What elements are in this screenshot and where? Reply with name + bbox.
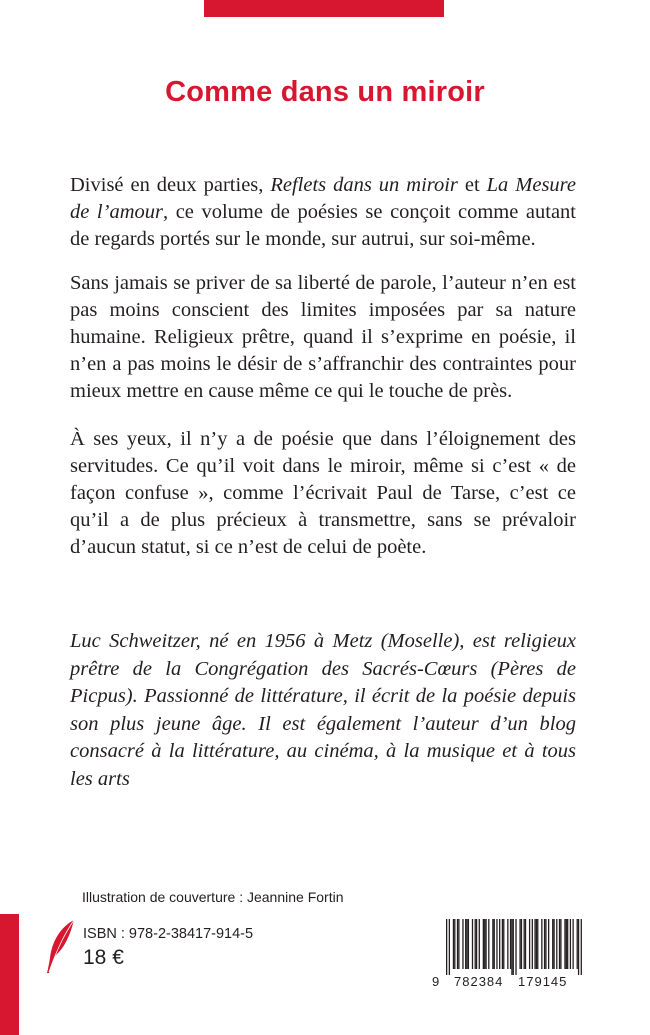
barcode-bar xyxy=(519,919,520,969)
barcode-bar xyxy=(570,919,571,969)
barcode-bar xyxy=(515,919,516,975)
barcode-bar xyxy=(553,919,554,969)
bottom-left-accent-bar xyxy=(0,914,19,1035)
barcode-bar xyxy=(468,919,469,969)
barcode-bar xyxy=(552,919,553,969)
barcode-bar xyxy=(502,919,503,969)
barcode-bar xyxy=(484,919,485,969)
barcode-bar xyxy=(485,919,486,969)
barcode-bar xyxy=(483,919,484,969)
barcode-bar xyxy=(581,919,582,975)
barcode-bar xyxy=(475,919,476,969)
barcode-bar xyxy=(525,919,526,969)
barcode-bar xyxy=(532,919,533,969)
barcode-bar xyxy=(496,919,497,969)
barcode-bar xyxy=(560,919,561,969)
price: 18 € xyxy=(83,946,124,969)
barcode-bar xyxy=(476,919,477,969)
barcode-bar xyxy=(541,919,542,969)
summary-p1-part-a: Divisé en deux parties, xyxy=(70,174,271,196)
barcode-bar xyxy=(494,919,495,969)
barcode-bar xyxy=(566,919,567,969)
barcode-bar xyxy=(453,919,454,969)
barcode-bar xyxy=(449,919,450,975)
top-accent-bar xyxy=(204,0,444,17)
summary-p1-title-1: Reflets dans un miroir xyxy=(270,174,458,196)
barcode-bar xyxy=(499,919,500,969)
barcode-bar xyxy=(465,919,466,969)
barcode-bar xyxy=(446,919,447,975)
barcode-bar xyxy=(507,919,508,969)
barcode-bar xyxy=(578,919,579,975)
summary-paragraph-2: Sans jamais se priver de sa liberté de parole, l’auteur n’en est pas moins conscient des limites imposées par sa nature humaine. Religieux prêtre, quand il s’exprime en poésie, il n’en a pas moins le désir de s’affranchir des contraintes pour mieux mettre en cause même ce qui le touche de près. xyxy=(70,272,576,402)
barcode-bar xyxy=(524,919,525,969)
barcode-bar xyxy=(472,919,473,969)
barcode-bar xyxy=(488,919,489,969)
barcode-bars xyxy=(446,919,582,975)
barcode-bar xyxy=(544,919,545,969)
barcode-bar xyxy=(577,919,578,969)
barcode-group-1: 782384 xyxy=(454,974,504,989)
isbn: ISBN : 978-2-38417-914-5 xyxy=(83,926,254,942)
illustration-credit: Illustration de couverture : Jeannine Fortin xyxy=(82,889,344,905)
barcode-group-2: 179145 xyxy=(518,974,568,989)
barcode-bar xyxy=(454,919,455,969)
barcode-bar xyxy=(457,919,458,969)
barcode-bar xyxy=(479,919,480,969)
author-bio: Luc Schweitzer, né en 1956 à Metz (Moselle), est religieux prêtre de la Congrégation des Sacrés-Cœurs (Pères de Picpus). Passionné de littérature, il écrit de la poésie depuis son plus jeune âge. Il est également l’auteur d’un blog consacré à la littérature, au cinéma, à la musique et à tous les arts xyxy=(70,630,576,790)
barcode-bar xyxy=(458,919,459,969)
summary-paragraph-3: À ses yeux, il n’y a de poésie que dans l’éloignement des servitudes. Ce qu’il voit dans le miroir, même si c’est « de façon confuse », comme l’écrivait Paul de Tarse, c’est ce qu’il a de plus précieux à transmettre, sans se prévaloir d’aucun statut, si ce n’est de celui de poète. xyxy=(70,428,576,558)
barcode-bar xyxy=(492,919,493,969)
barcode-bar xyxy=(511,919,512,975)
barcode-bar xyxy=(564,919,565,969)
quill-feather-icon xyxy=(44,918,78,974)
barcode-bar xyxy=(537,919,538,969)
summary-paragraph-1 xyxy=(70,172,576,253)
summary-p1-part-c: , ce volume de poésies se conçoit comme autant de regards portés sur le monde, sur autrui, sur soi-même. xyxy=(70,201,577,250)
barcode-bar xyxy=(556,919,557,969)
barcode-bar xyxy=(567,919,568,969)
barcode-bar xyxy=(536,919,537,969)
barcode-bar xyxy=(513,919,514,975)
barcode-bar xyxy=(572,919,573,969)
barcode-bar xyxy=(559,919,560,969)
barcode-bar xyxy=(548,919,549,969)
summary-p1-title-2: La Mesure de l’amour xyxy=(70,174,576,223)
barcode-bar xyxy=(521,919,522,969)
barcode-bar xyxy=(466,919,467,969)
book-title: Comme dans un miroir xyxy=(165,76,485,108)
barcode-bar xyxy=(462,919,463,969)
barcode-bar xyxy=(545,919,546,969)
ean-barcode xyxy=(432,914,584,994)
barcode-bar xyxy=(529,919,530,969)
barcode-bar xyxy=(503,919,504,969)
summary-p1-part-b: et xyxy=(457,174,487,196)
barcode-lead-digit: 9 xyxy=(432,974,440,989)
barcode-bar xyxy=(534,919,535,969)
barcode-bar xyxy=(510,919,511,969)
